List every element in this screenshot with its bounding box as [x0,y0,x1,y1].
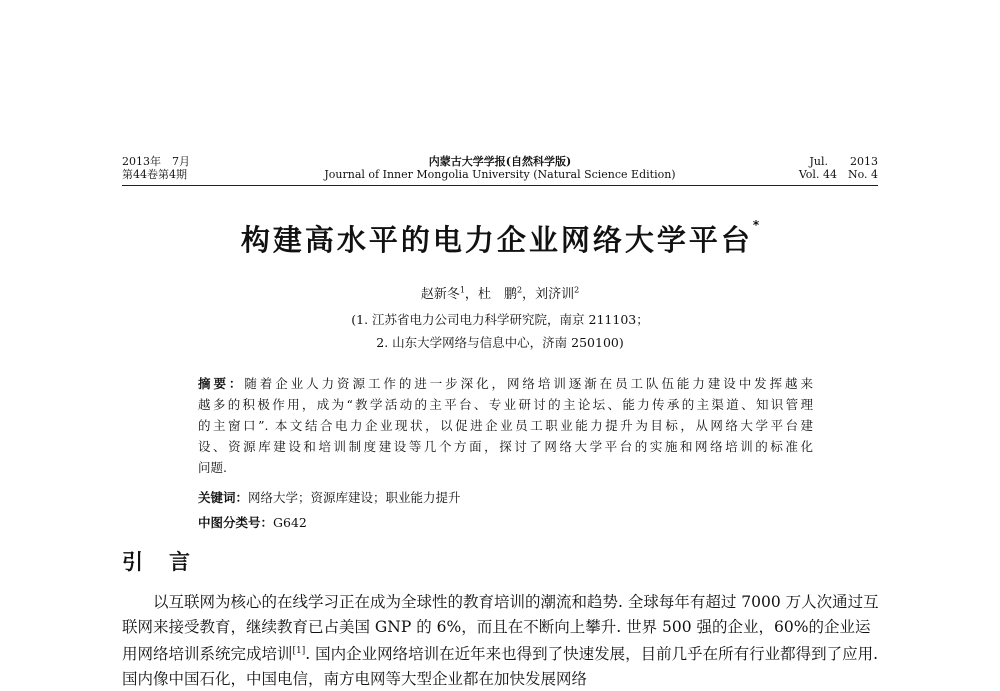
keywords-text: 网络大学；资源库建设；职业能力提升 [248,490,461,505]
author-1-aff: 1 [459,285,465,295]
abstract-line: 问题. [198,460,227,475]
header-volume-en: Vol. 44 No. 4 [798,168,878,181]
header-date: 2013年 7月 [122,155,190,168]
clc-text: G642 [273,515,307,530]
author-1: 赵新冬 [420,287,460,302]
paper-title-text: 构建高水平的电力企业网络大学平台 [240,223,753,257]
title-footnote-mark: * [752,218,760,232]
header-rule [122,185,878,186]
paper-title [0,218,1000,259]
author-sep: ， [522,287,536,302]
abstract-label: 摘要： [198,376,245,391]
author-2-aff: 2 [516,285,523,295]
clc-number [198,513,307,531]
keywords [198,488,461,506]
citation-ref: [1] [292,646,306,656]
header-date-en: Jul. 2013 [809,155,878,168]
author-3: 刘济训 [535,287,575,302]
journal-title-cn: 内蒙古大学学报(自然科学版) [428,155,572,168]
clc-label: 中图分类号： [198,515,274,530]
abstract-line: 的主窗口”. 本文结合电力企业现状，以促进企业员工职业能力提升为目标，从网络大学平台建 [198,418,813,433]
journal-title-en: Journal of Inner Mongolia University (Natural Science Edition) [324,168,676,181]
header-volume: 第44卷第4期 [122,168,187,181]
author-sep: ， [464,287,478,302]
body-text-cont: . 国内企业网络培训在近年来也得到了快速发展，目前几乎在所有行业都得到了应用. 国内像中国石化，中国电信，南方电网等大型企业都在加快发展网络 [122,645,879,688]
abstract-line: 设、资源库建设和培训制度建设等几个方面，探讨了网络大学平台的实施和网络培训的标准化 [198,439,813,454]
abstract-text: 随着企业人力资源工作的进一步深化，网络培训逐渐在员工队伍能力建设中发挥越来 [244,376,813,391]
section-heading: 引言 [122,550,216,574]
abstract-line: 越多的积极作用，成为“教学活动的主平台、专业研讨的主论坛、能力传承的主渠道、知识管理 [198,397,813,412]
keywords-label: 关键词： [198,490,249,505]
body-paragraph [122,590,879,691]
abstract [198,373,813,478]
abstract-line [198,373,813,394]
authors [0,283,1000,302]
body-text: 以互联网为核心的在线学习正在成为全球性的教育培训的潮流和趋势. 全球每年有超过 7000 万人次通过互联网来接受教育，继续教育已占美国 GNP 的 6%，而且在不断向上攀升. 世界 500 强的企业，60%的企业运用网络培训系统完成培训 [122,593,879,664]
affiliation-2: 2. 山东大学网络与信息中心，济南 250100) [376,335,624,350]
affiliation-1: (1. 江苏省电力公司电力科学研究院，南京 211103； [351,312,649,327]
author-2: 杜 鹏 [477,287,517,302]
author-3-aff: 2 [574,285,580,295]
